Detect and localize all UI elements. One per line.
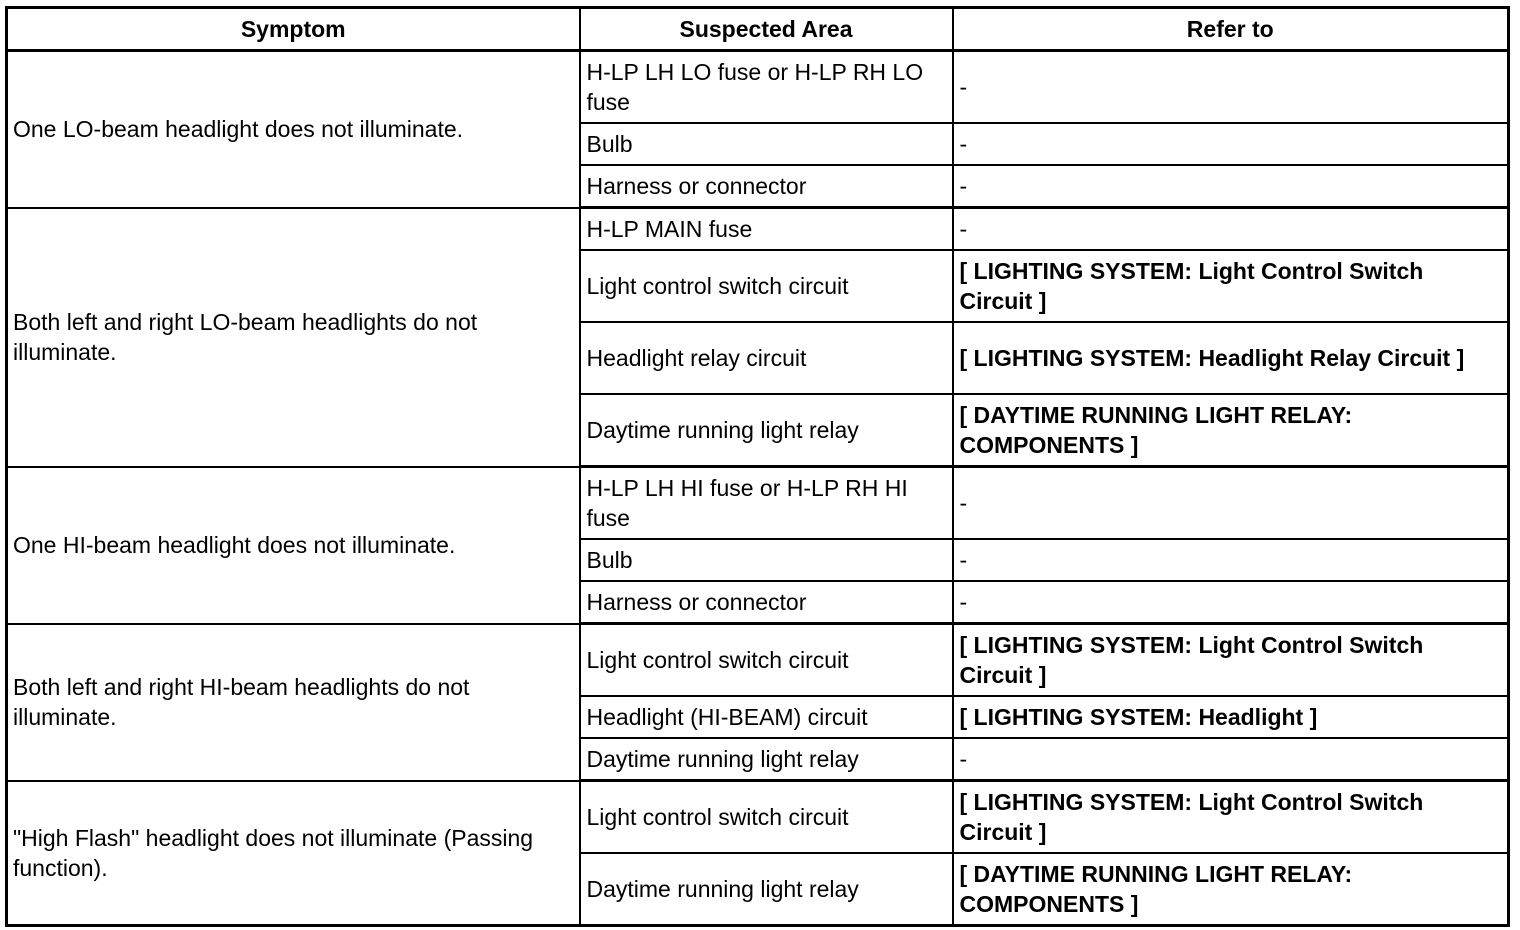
suspected-area-cell: H-LP LH HI fuse or H-LP RH HI fuse [580,467,953,540]
troubleshooting-table [5,6,1510,927]
refer-cell: - [953,467,1509,540]
refer-cell: - [953,539,1509,581]
suspected-area-cell: Light control switch circuit [580,250,953,322]
refer-link[interactable]: [ LIGHTING SYSTEM: Headlight ] [953,696,1509,738]
refer-link[interactable]: [ LIGHTING SYSTEM: Light Control Switch Circuit ] [953,624,1509,697]
refer-cell: - [953,208,1509,251]
table-row [7,781,1509,854]
refer-cell: - [953,738,1509,781]
suspected-area-cell: Daytime running light relay [580,738,953,781]
refer-cell: - [953,123,1509,165]
suspected-area-cell: H-LP LH LO fuse or H-LP RH LO fuse [580,51,953,124]
refer-cell: - [953,51,1509,124]
refer-link[interactable]: [ DAYTIME RUNNING LIGHT RELAY: COMPONENTS ] [953,394,1509,467]
refer-cell: - [953,581,1509,624]
header-refer-to: Refer to [953,8,1509,51]
symptom-cell: Both left and right LO-beam headlights do not illuminate. [7,208,580,467]
suspected-area-cell: Bulb [580,539,953,581]
symptom-cell: One HI-beam headlight does not illuminate. [7,467,580,624]
header-suspected-area: Suspected Area [580,8,953,51]
suspected-area-cell: Light control switch circuit [580,781,953,854]
refer-cell: - [953,165,1509,208]
refer-link[interactable]: [ LIGHTING SYSTEM: Headlight Relay Circuit ] [953,322,1509,394]
symptom-cell: One LO-beam headlight does not illuminate. [7,51,580,208]
suspected-area-cell: Daytime running light relay [580,394,953,467]
suspected-area-cell: H-LP MAIN fuse [580,208,953,251]
refer-link[interactable]: [ LIGHTING SYSTEM: Light Control Switch Circuit ] [953,250,1509,322]
table-row [7,208,1509,251]
header-symptom: Symptom [7,8,580,51]
refer-link[interactable]: [ LIGHTING SYSTEM: Light Control Switch Circuit ] [953,781,1509,854]
suspected-area-cell: Harness or connector [580,581,953,624]
suspected-area-cell: Bulb [580,123,953,165]
suspected-area-cell: Daytime running light relay [580,853,953,926]
table-row [7,51,1509,124]
table-row [7,467,1509,540]
table-row [7,624,1509,697]
header-row [7,8,1509,51]
suspected-area-cell: Headlight (HI-BEAM) circuit [580,696,953,738]
suspected-area-cell: Harness or connector [580,165,953,208]
symptom-cell: Both left and right HI-beam headlights do not illuminate. [7,624,580,781]
refer-link[interactable]: [ DAYTIME RUNNING LIGHT RELAY: COMPONENTS ] [953,853,1509,926]
symptom-cell: "High Flash" headlight does not illuminate (Passing function). [7,781,580,926]
suspected-area-cell: Headlight relay circuit [580,322,953,394]
suspected-area-cell: Light control switch circuit [580,624,953,697]
